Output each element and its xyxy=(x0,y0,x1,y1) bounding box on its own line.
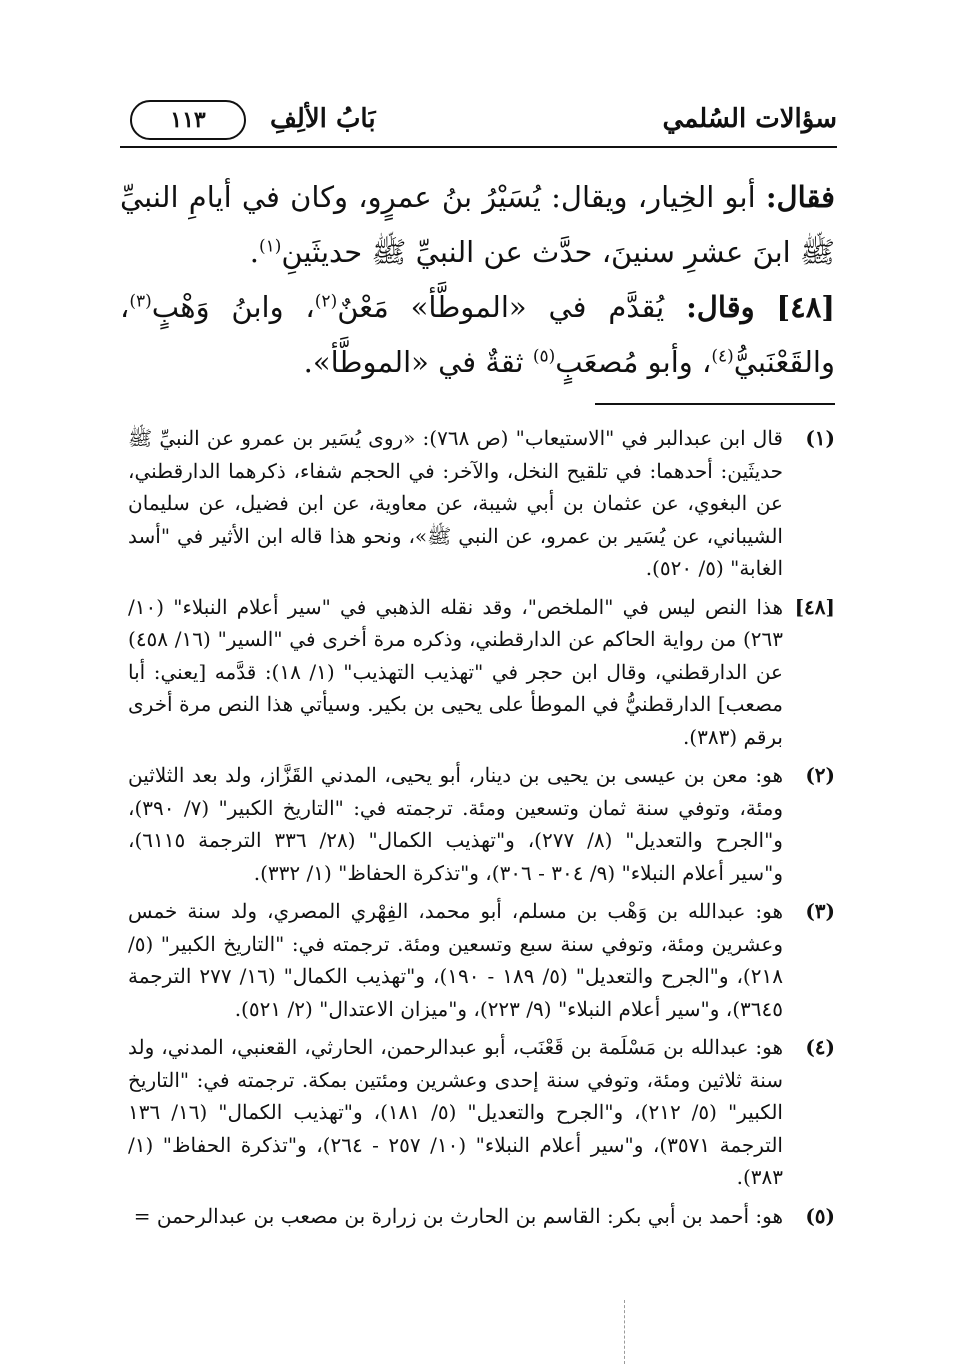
paragraph-48 xyxy=(120,280,835,390)
footnote-number: (١) xyxy=(805,426,835,450)
footnote-48 xyxy=(128,591,835,754)
lead-word: وقال: xyxy=(686,290,755,324)
footnote-text: هو: أحمد بن أبي بكر: القاسم بن الحارث بن زرارة بن مصعب بن عبدالرحمن = xyxy=(133,1203,783,1228)
footnote-number: (٣) xyxy=(805,899,835,923)
paragraph-text: أبو الخِيار، ويقال: يُسَيْرُ بنُ عمرٍو، وكان في أيامِ النبيِّ ﷺ ابنَ عشرِ سنينَ، حدَّث عن النبيِّ ﷺ حديثَينِ xyxy=(120,180,835,269)
footnote-5 xyxy=(128,1200,835,1233)
footnote-text: هو: عبدالله بن وَهْب بن مسلم، أبو محمد، الفِهْري المصري، ولد سنة خمس وعشرين ومئة، وتوفي سنة سبع وتسعين ومئة. ترجمته في: "التاريخ الكبير" (٥/ ٢١٨)، و"الجرح والتعديل" (٥/ ١٨٩ - ١٩٠)، و"تهذيب الكمال" (١٦/ ٢٧٧ الترجمة ٣٦٤٥)، و"سير أعلام النبلاء" (٩/ ٢٢٣)، و"ميزان الاعتدال" (٢/ ٥٢١). xyxy=(128,899,783,1021)
paragraph-1 xyxy=(120,170,835,280)
page-header xyxy=(120,96,837,148)
paragraph-text: ، وابنُ وَهْبٍ xyxy=(151,290,315,324)
paragraph-end: . xyxy=(249,235,259,269)
footnote-marker-1[interactable]: (١) xyxy=(258,236,282,257)
footnote-marker-2[interactable]: (٢) xyxy=(314,291,338,312)
paragraph-text: ، والقَعْنَبيُّ xyxy=(120,290,835,379)
book-title: سؤالات السُلمي xyxy=(662,104,837,134)
footnote-text: هو: معن بن عيسى بن يحيى بن دينار، أبو يحيى، المدني القَزَّاز، ولد بعد الثلاثين ومئة، وتوفي سنة ثمان وتسعين ومئة. ترجمته في: "التاريخ الكبير" (٧/ ٣٩٠)، و"الجرح والتعديل" (٨/ ٢٧٧)، و"تهذيب الكمال" (٢٨/ ٣٣٦ الترجمة ٦١١٥)، و"سير أعلام النبلاء" (٩/ ٣٠٤ - ٣٠٦)، و"تذكرة الحفاظ" (١/ ٣٣٢). xyxy=(128,763,783,885)
paragraph-text: يُقدَّم في «الموطَّأ» مَعْنٌ xyxy=(337,290,665,324)
footnote-text: هو: عبدالله بن مَسْلَمة بن قَعْنَب، أبو عبدالرحمن، الحارثي، القعنبي، المدني، ولد سنة ثلاثين ومئة، وتوفي سنة إحدى وعشرين ومئتين بمكة. ترجمته في: "التاريخ الكبير" (٥/ ٢١٢)، و"الجرح والتعديل" (٥/ ١٨١)، و"تهذيب الكمال" (١٦/ ١٣٦ الترجمة ٣٥٧١)، و"سير أعلام النبلاء" (١٠/ ٢٥٧ - ٢٦٤)، و"تذكرة الحفاظ" (١/ ٣٨٣). xyxy=(128,1035,783,1189)
footnote-marker-5[interactable]: (٥) xyxy=(532,346,556,367)
footnote-number: (٥) xyxy=(805,1203,835,1228)
paragraph-text: ، وأبو مُصعَبٍ xyxy=(555,345,712,379)
chapter-title: بَابُ الألِفِ xyxy=(270,104,376,134)
footnotes xyxy=(128,422,835,1238)
footnote-number: (٢) xyxy=(805,763,835,787)
footnote-2 xyxy=(128,759,835,889)
footnote-text: قال ابن عبدالبر في "الاستيعاب" (ص ٧٦٨): «روى يُسَير بن عمرو عن النبيِّ ﷺ حديثَين: أحدهما: في تلقيح النخل، والآخر: في الحجم شفاء، ذكرهما الدارقطني، عن البغوي، عن عثمان بن أبي شيبة، عن معاوية، عن ابن فضيل، عن سليمان الشيباني، عن يُسَير بن عمرو، عن النبي ﷺ»، ونحو هذا قاله ابن الأثير في "أسد الغابة" (٥/ ٥٢٠). xyxy=(128,426,783,580)
paragraph-text: ثقةٌ في «الموطَّأ». xyxy=(303,345,524,379)
footnote-1 xyxy=(128,422,835,585)
main-text xyxy=(120,170,835,390)
scan-artifact xyxy=(624,1300,625,1364)
footnote-4 xyxy=(128,1031,835,1194)
footnote-number: (٤) xyxy=(805,1035,835,1059)
footnote-3 xyxy=(128,895,835,1025)
footnote-divider xyxy=(595,403,835,405)
footnote-text: هذا النص ليس في "الملخص"، وقد نقله الذهبي في "سير أعلام النبلاء" (١٠/ ٢٦٣) من رواية الحاكم عن الدارقطني، وذكره مرة أخرى في "السير" (١٦/ ٤٥٨) عن الدارقطني، وقال ابن حجر في "تهذيب التهذيب" (١/ ١٨): قدَّمه [يعني: أبا مصعب] الدارقطنيُّ في الموطأ على يحيى بن بكير. وسيأتي هذا النص مرة أخرى برقم (٣٨٣). xyxy=(128,594,783,749)
footnote-number: [٤٨] xyxy=(794,594,835,619)
page-number: ١١٣ xyxy=(130,100,246,140)
entry-number: [٤٨] xyxy=(776,290,836,324)
lead-word: فقال: xyxy=(765,180,835,214)
footnote-marker-4[interactable]: (٤) xyxy=(711,346,734,367)
footnote-marker-3[interactable]: (٣) xyxy=(129,291,152,312)
